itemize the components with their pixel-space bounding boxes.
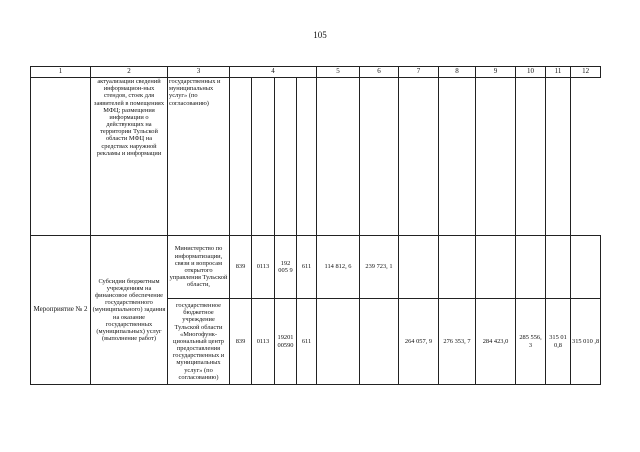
header-cell: 5 [317, 67, 360, 78]
executor-cell: Министерство по информатизации, связи и вопросам открытого управления Тульской области, [168, 236, 230, 299]
value-cell [317, 299, 360, 385]
value-cell: 315 010 ,8 [571, 299, 601, 385]
table-cell [439, 78, 476, 236]
value-cell [516, 236, 546, 299]
executor-cell: государственных и муниципальных услуг» (по согласованию) [168, 78, 230, 236]
table-cell [317, 78, 360, 236]
header-cell: 6 [360, 67, 399, 78]
value-cell [360, 299, 399, 385]
code-cell: 611 [297, 299, 317, 385]
value-cell [571, 236, 601, 299]
code-cell: 611 [297, 236, 317, 299]
table-cell [516, 78, 546, 236]
value-cell [476, 236, 516, 299]
table-cell [31, 78, 91, 236]
value-cell: 264 057, 9 [399, 299, 439, 385]
table-cell [297, 78, 317, 236]
value-cell [399, 236, 439, 299]
activity-description-cell: актуализации сведений информацион-ных стендов, стоек для заявителей в помещениях МФЦ; размещения информации о действующих на территории Тульской области МФЦ на средствах наружной рекламы и информации [91, 78, 168, 236]
code-cell: 19201 00590 [275, 299, 297, 385]
value-cell: 114 812, 6 [317, 236, 360, 299]
table-row [31, 236, 601, 299]
header-cell: 9 [476, 67, 516, 78]
header-cell: 7 [399, 67, 439, 78]
value-cell [546, 236, 571, 299]
table-row [31, 78, 601, 236]
code-cell: 0113 [252, 236, 275, 299]
code-cell: 839 [230, 299, 252, 385]
header-row [31, 67, 601, 78]
header-cell: 8 [439, 67, 476, 78]
header-cell: 4 [230, 67, 317, 78]
header-cell: 3 [168, 67, 230, 78]
table-cell [360, 78, 399, 236]
value-cell: 284 423,0 [476, 299, 516, 385]
executor-cell: государственное бюджетное учреждение Тульской области «Многофунк-циональный центр предоставления государственных и муниципальных услуг» (по согласованию) [168, 299, 230, 385]
page-number: 105 [313, 30, 327, 40]
table-cell [230, 78, 252, 236]
value-cell: 315 01 0,8 [546, 299, 571, 385]
code-cell: 839 [230, 236, 252, 299]
table-cell [275, 78, 297, 236]
header-cell: 10 [516, 67, 546, 78]
table-cell [399, 78, 439, 236]
code-cell: 192 005 9 [275, 236, 297, 299]
value-cell [439, 236, 476, 299]
header-cell: 1 [31, 67, 91, 78]
value-cell: 285 556, 3 [516, 299, 546, 385]
value-cell: 276 353, 7 [439, 299, 476, 385]
header-cell: 2 [91, 67, 168, 78]
value-cell: 239 723, 1 [360, 236, 399, 299]
table-cell [252, 78, 275, 236]
budget-table [30, 66, 601, 385]
header-cell: 11 [546, 67, 571, 78]
table-cell [546, 78, 571, 236]
header-cell: 12 [571, 67, 601, 78]
event-description-cell: Субсидии бюджетным учреждениям на финансовое обеспечение государственного (муниципального) задания на оказание государственных (муниципальных) услуг (выполнение работ) [91, 236, 168, 385]
event-label-cell: Мероприятие № 2 [31, 236, 91, 385]
code-cell: 0113 [252, 299, 275, 385]
table-cell [476, 78, 516, 236]
